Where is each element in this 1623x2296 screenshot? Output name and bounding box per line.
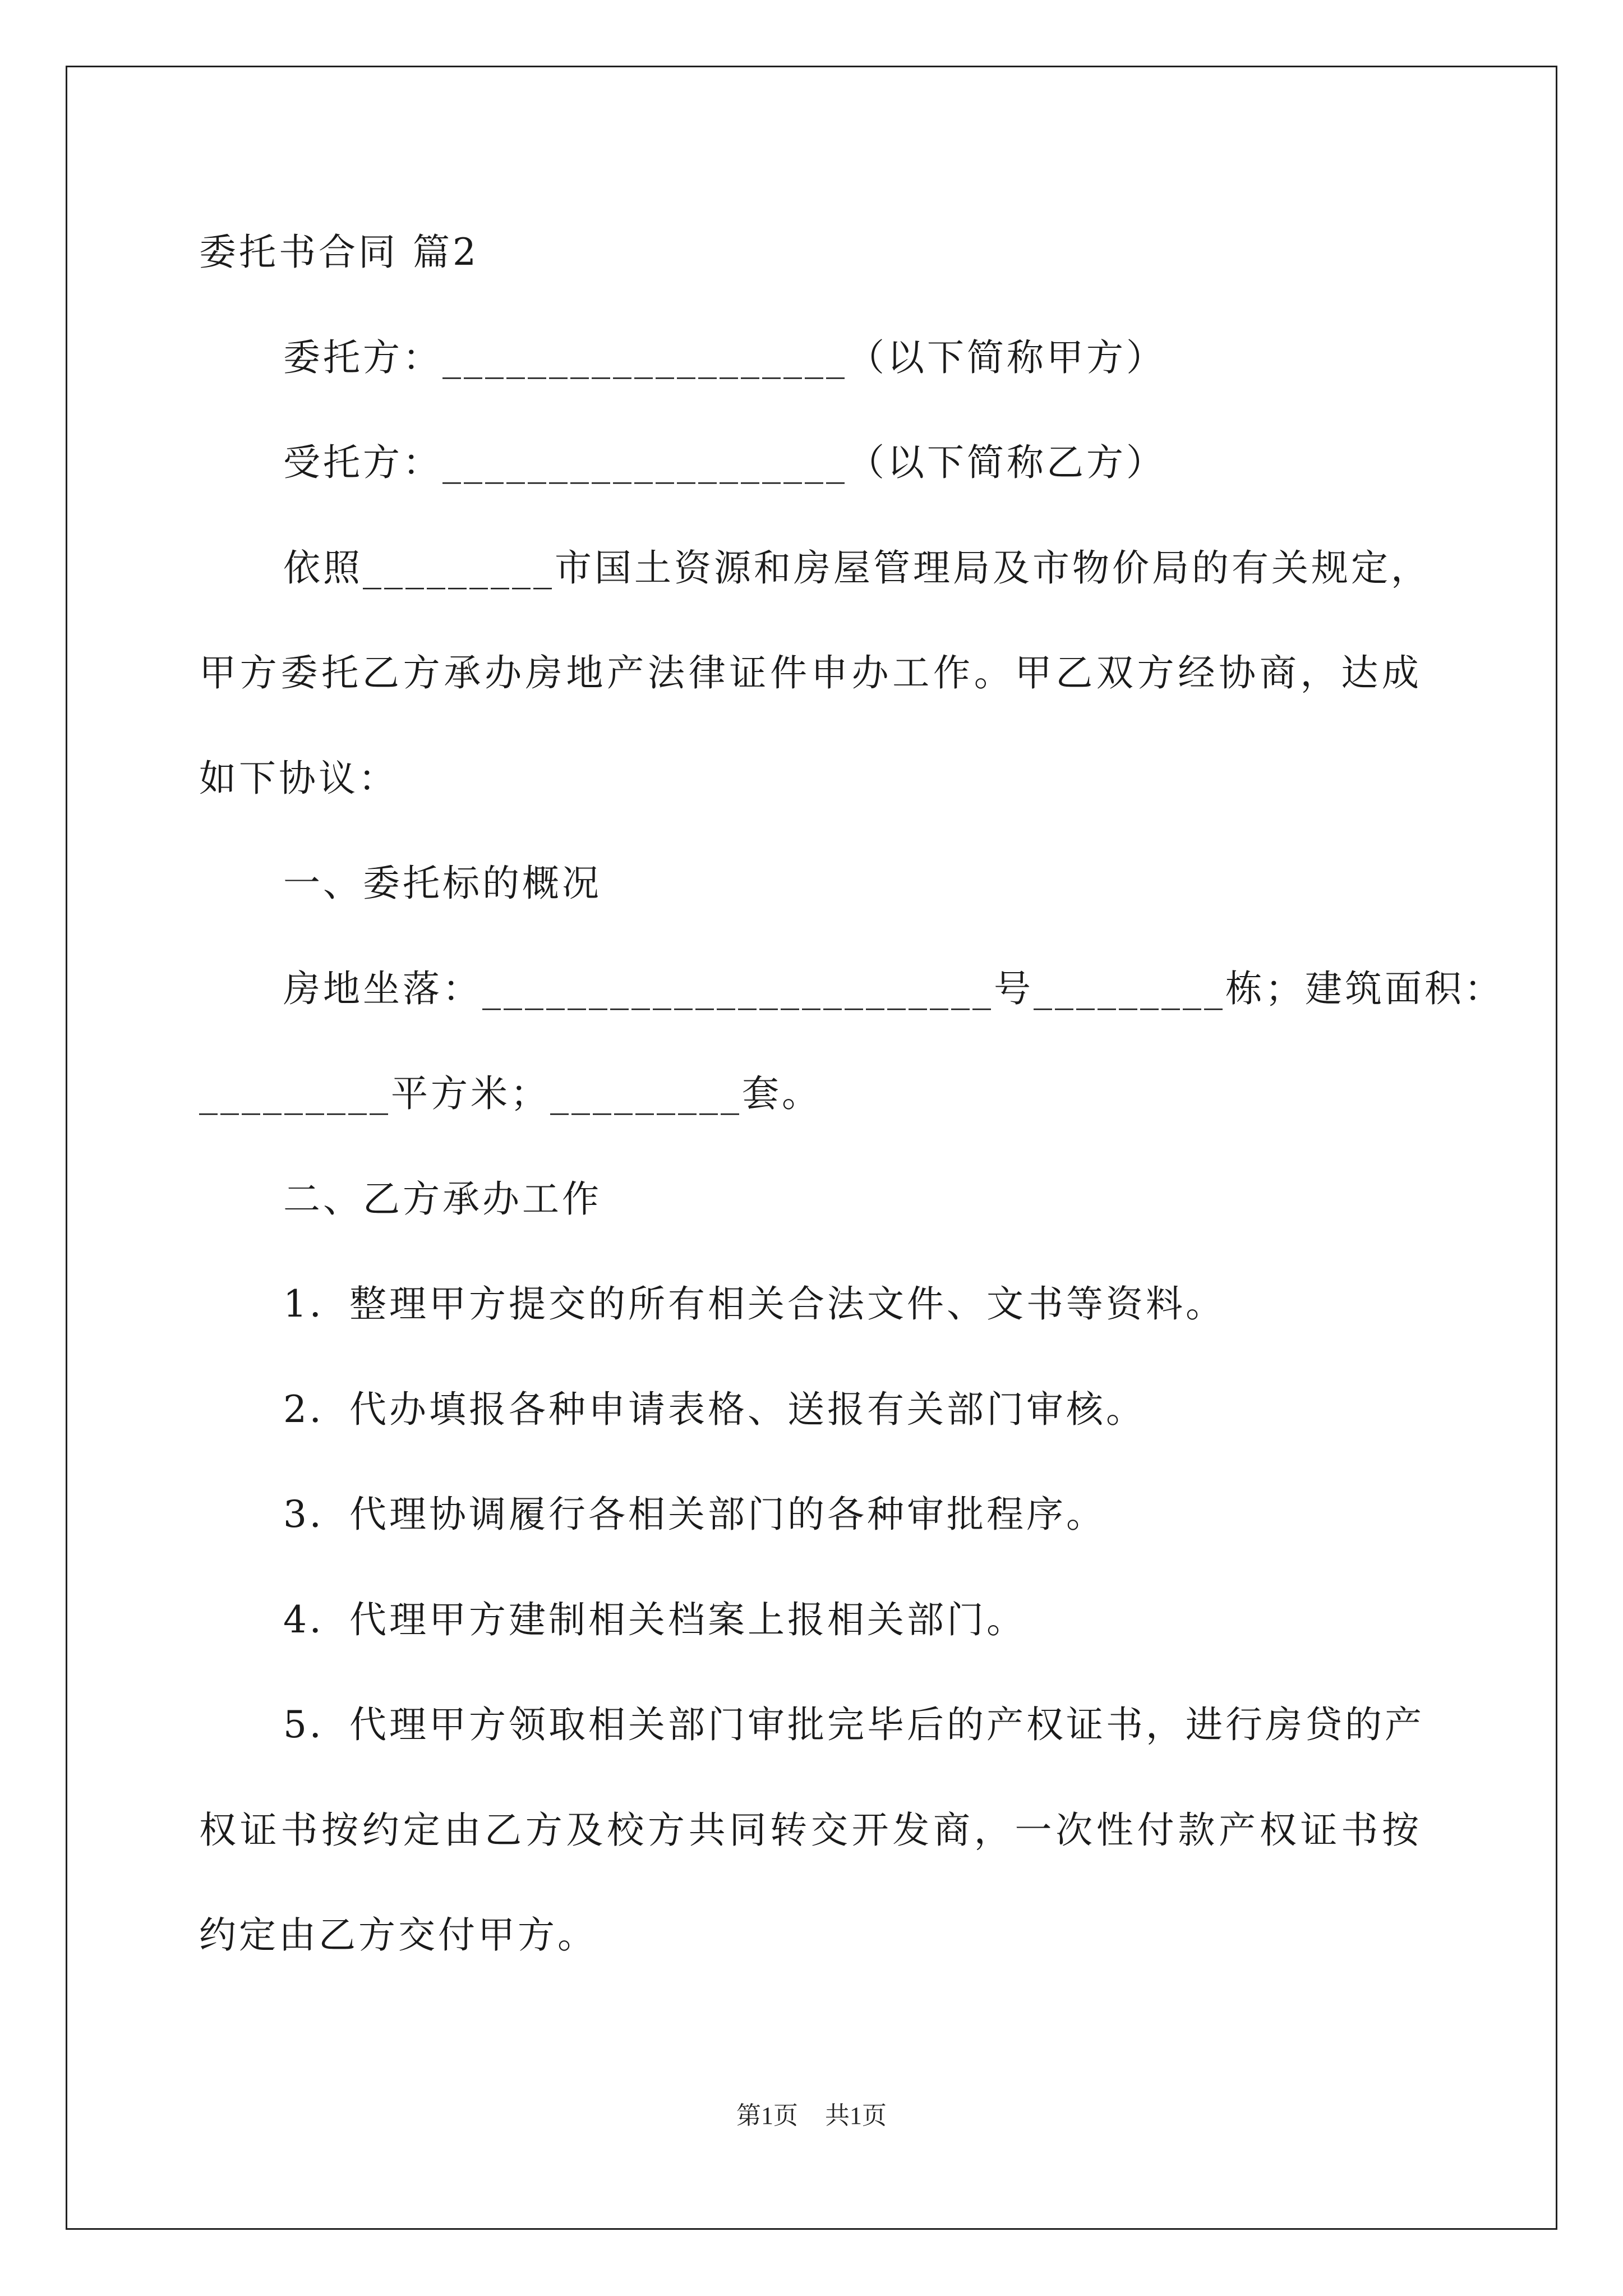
paragraph-line: 甲方委托乙方承办房地产法律证件申办工作。甲乙双方经协商，达成 — [199, 651, 1422, 694]
page-footer — [0, 2099, 1623, 2133]
list-item: 2．代办填报各种申请表格、送报有关部门审核。 — [283, 1388, 1146, 1431]
property-location-line: 房地坐落：________________________号_________栋；建筑面积： — [283, 967, 1504, 1010]
property-area-line: _________平方米；_________套。 — [199, 1072, 822, 1115]
list-item-continuation: 约定由乙方交付甲方。 — [199, 1913, 597, 1957]
principal-line: 委托方：___________________（以下简称甲方） — [283, 336, 1166, 379]
section-heading: 二、乙方承办工作 — [283, 1177, 602, 1221]
page-number: 第1页 — [736, 2102, 798, 2129]
list-item: 5．代理甲方领取相关部门审批完毕后的产权证书，进行房贷的产 — [283, 1703, 1424, 1746]
list-item: 4．代理甲方建制相关档案上报相关部门。 — [283, 1598, 1026, 1641]
paragraph-line: 如下协议： — [199, 757, 398, 800]
agent-line: 受托方：___________________（以下简称乙方） — [283, 441, 1166, 484]
document-title: 委托书合同 篇2 — [199, 231, 479, 274]
page-total: 共1页 — [825, 2102, 887, 2129]
section-heading: 一、委托标的概况 — [283, 862, 602, 905]
list-item: 3．代理协调履行各相关部门的各种审批程序。 — [283, 1493, 1106, 1536]
list-item-continuation: 权证书按约定由乙方及校方共同转交开发商，一次性付款产权证书按 — [199, 1809, 1422, 1852]
page-border — [66, 66, 1557, 2230]
paragraph-line: 依照_________市国土资源和房屋管理局及市物价局的有关规定， — [283, 546, 1431, 590]
list-item: 1．整理甲方提交的所有相关合法文件、文书等资料。 — [283, 1282, 1225, 1326]
